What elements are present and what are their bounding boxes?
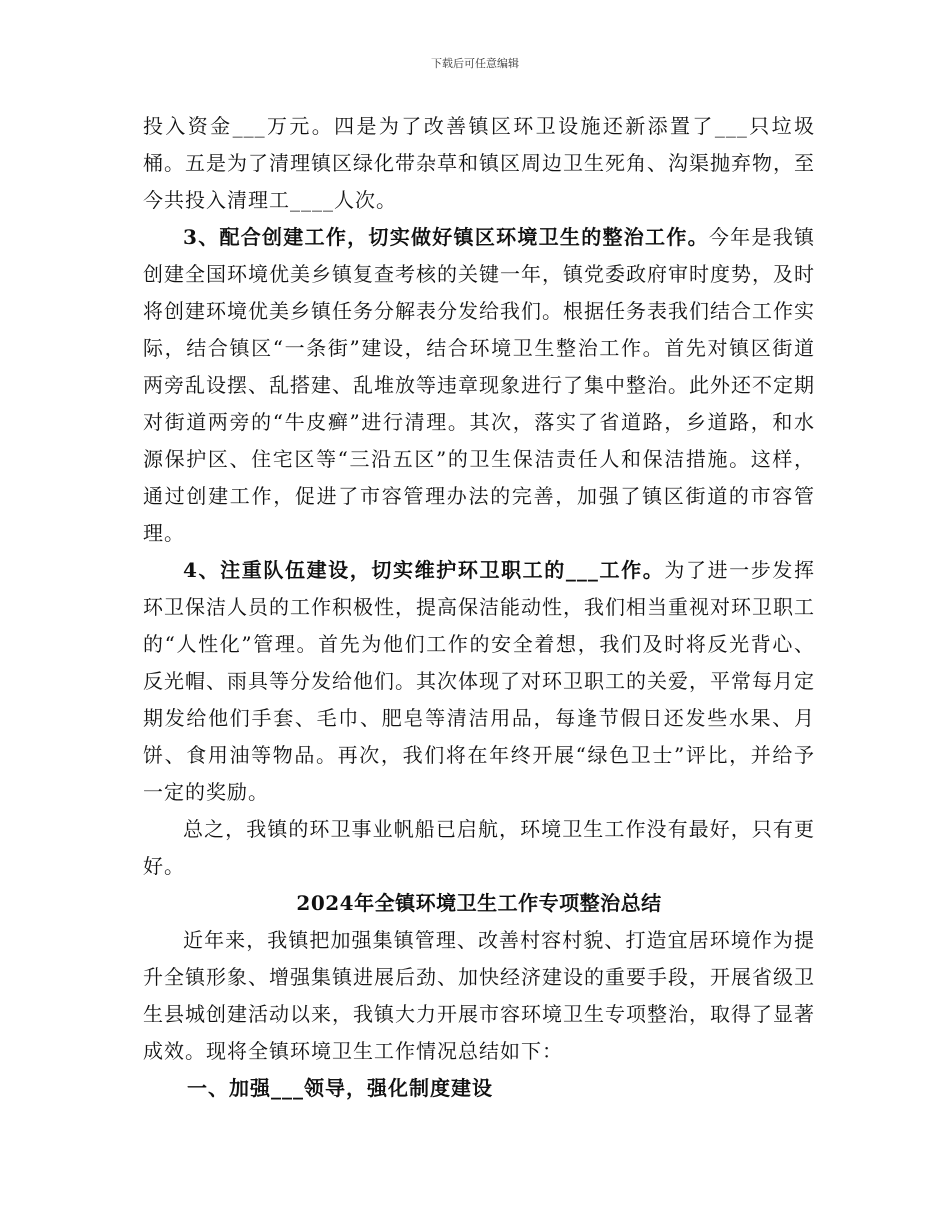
paragraph-creation-work — [143, 219, 815, 552]
section-4-heading: 4、注重队伍建设，切实维护环卫职工的___工作。 — [183, 558, 665, 582]
section-4-text: 为了进一步发挥环卫保洁人员的工作积极性，提高保洁能动性，我们相当重视对环卫职工的“人性化”管理。首先为他们工作的安全着想，我们及时将反光背心、反光帽、雨具等分发给他们。其次体现了对环卫职工的关爱，平常每月定期发给他们手套、毛巾、肥皂等清洁用品，每逢节假日还发些水果、月饼、食用油等物品。再次，我们将在年终开展“绿色卫士”评比，并给予一定的奖励。 — [143, 558, 816, 804]
section-3-heading: 3、配合创建工作，切实做好镇区环境卫生的整治工作。 — [183, 225, 709, 249]
paragraph-conclusion: 总之，我镇的环卫事业帆船已启航，环境卫生工作没有最好，只有更好。 — [143, 817, 815, 878]
section-heading-1: 一、加强___领导，强化制度建设 — [187, 1076, 493, 1100]
document-title: 2024年全镇环境卫生工作专项整治总结 — [296, 891, 662, 915]
page-header-note: 下载后可任意编辑 — [431, 57, 519, 70]
section-3-text: 今年是我镇创建全国环境优美乡镇复查考核的关键一年，镇党委政府审时度势，及时将创建环境优美乡镇任务分解表分发给我们。根据任务表我们结合工作实际，结合镇区“一条街”建设，结合环境卫生整治工作。首先对镇区街道两旁乱设摆、乱搭建、乱堆放等违章现象进行了集中整治。此外还不定期对街道两旁的“牛皮癣”进行清理。其次，落实了省道路，乡道路，和水源保护区、住宅区等“三沿五区”的卫生保洁责任人和保洁措施。这样，通过创建工作，促进了市容管理办法的完善，加强了镇区街道的市容管理。 — [143, 225, 816, 545]
document-body — [143, 108, 815, 1107]
paragraph-intro: 近年来，我镇把加强集镇管理、改善村容村貌、打造宜居环境作为提升全镇形象、增强集镇进展后劲、加快经济建设的重要手段，开展省级卫生县城创建活动以来，我镇大力开展市容环境卫生专项整治，取得了显著成效。现将全镇环境卫生工作情况总结如下： — [143, 928, 815, 1063]
paragraph-team-building — [143, 552, 815, 811]
paragraph-funding: 投入资金___万元。四是为了改善镇区环卫设施还新添置了___只垃圾桶。五是为了清理镇区绿化带杂草和镇区周边卫生死角、沟渠抛弃物，至今共投入清理工____人次。 — [143, 114, 815, 212]
